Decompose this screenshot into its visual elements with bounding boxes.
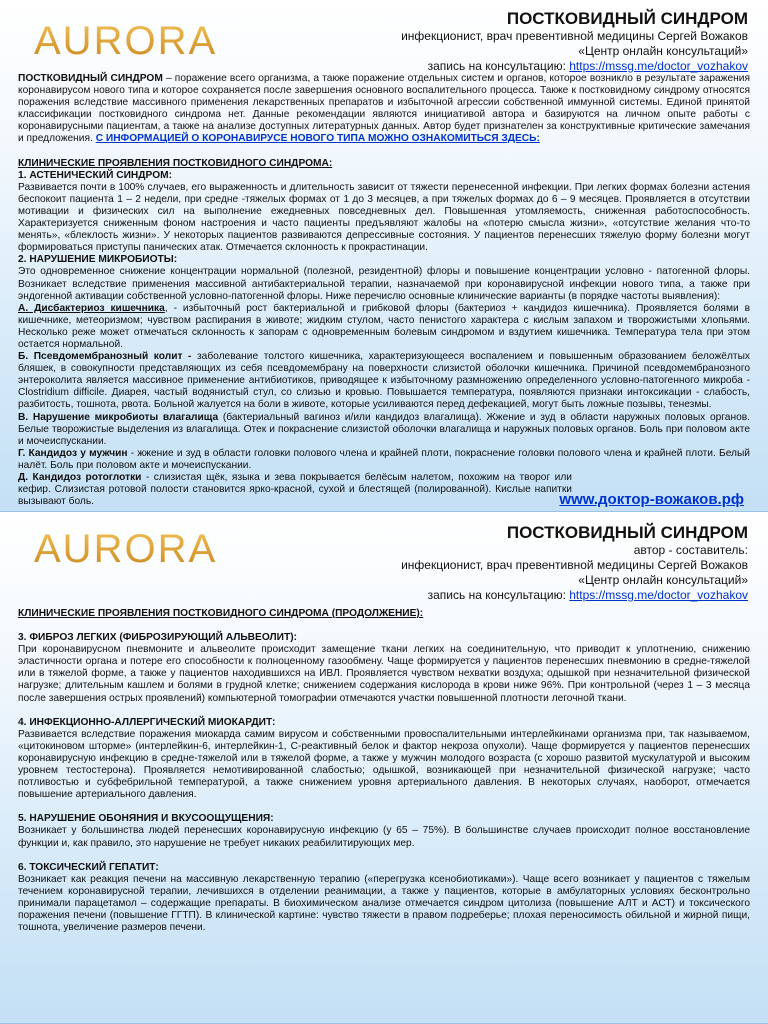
section-title: КЛИНИЧЕСКИЕ ПРОЯВЛЕНИЯ ПОСТКОВИДНОГО СИНДРОМА: [18,157,333,169]
author-line: инфекционист, врач превентивной медицины Сергей Вожаков [401,558,748,572]
item-d-text: - слизистая щёк, языка и зева покрывается белёсым налетом, похожим на творог или кефир. Слизистая ротовой полости становится ярко-красной, сухой и блестящей (полированной). Кислые напитки вызывают боль. [18,472,572,508]
content [18,73,750,508]
s2-title: 2. НАРУШЕНИЕ МИКРОБИОТЫ: [18,254,178,266]
intro-term: ПОСТКОВИДНЫЙ СИНДРОМ [18,73,163,84]
center-line: «Центр онлайн консультаций» [578,44,748,58]
item-v [18,412,750,448]
role-line: автор - составитель: [633,543,748,557]
s2-text: Это одновременное снижение концентрации нормальной (полезной, резидентной) флоры и повышение концентрации условно - патогенной флоры. Возникает вследствие применения массивной антибактериальной терапии, назначаемой при коронавирусной инфекции нового типа, а также при эндогенной активации собственной условно-патогенной флоры. Ниже перечислю основные клинические варианты (в порядке частоты выявления): [18,266,750,302]
info-link[interactable]: С ИНФОРМАЦИЕЙ О КОРОНАВИРУСЕ НОВОГО ТИПА МОЖНО ОЗНАКОМИТЬСЯ ЗДЕСЬ: [95,133,540,145]
s3-text: При коронавирусном пневмоните и альвеолите происходит замещение ткани легких на соединительную, что приводит к уплотнению, снижению эластичности органа и потере его способности к полноценному газообмену. Чаще формируется у пациентов перенесших пневмонию в средне-тяжелой или в тяжелой форме, а также у пациентов находившихся на ИВЛ. Проявляется чувством нехватки воздуха; одышкой при незначительной физической нагрузке; длительным кашлем и болями в грудной клетке; снижением содержания кислорода в крови ниже 96%. При контрольной (через 1 – 3 месяца после завершения острых проявлений) компьютерной томографии отмечаются участки повышенной плотности легочной ткани. [18,644,750,704]
item-v-text: (бактериальный вагиноз и/или кандидоз влагалища). Жжение и зуд в области наружных половых органов. Белые творожистые выделения из влагалища. Отек и покраснение слизистой оболочки влагалища и наружных половых органов. Боль при половом акте и мочеиспускании. [18,411,750,447]
page-title: ПОСТКОВИДНЫЙ СИНДРОМ [506,9,748,28]
section-title: КЛИНИЧЕСКИЕ ПРОЯВЛЕНИЯ ПОСТКОВИДНОГО СИНДРОМА (ПРОДОЛЖЕНИЕ): [18,608,424,619]
page-title: ПОСТКОВИДНЫЙ СИНДРОМ [506,523,748,542]
aurora-logo [34,18,284,60]
record-label: запись на консультацию: [427,588,566,602]
item-b-title: Б. Псевдомембранозный колит - [18,351,192,363]
header [401,8,748,74]
intro-text: – поражение всего организма, а также поражение отдельных систем и органов, которое возникло в результате заражения коронавирусом нового типа и которое сохраняется после завершения основного воспалительного процесса. Также к постковидному синдрому относятся поражения вследствие массивного применения лекарственных препаратов и избыточной агрессии собственной иммунной системы. Единой принятой классификации постковидного синдрома нет. Данные рекомендации являются инициативой автора и базируются на личном опыте работы с коронавирусными пациентам, а также на анализе доступных литературных данных. Автор будет признателен за конструктивные критические замечания и предложения. [18,73,750,145]
item-g-text: - жжение и зуд в области головки полового члена и крайней плоти, покраснение головки полового члена и крайней плоти. Белый налёт. Боль при половом акте и мочеиспускании. [18,447,750,471]
record-link[interactable]: https://mssg.me/doctor_vozhakov [569,588,748,602]
center-line: «Центр онлайн консультаций» [578,573,748,587]
item-b-text: заболевание толстого кишечника, характеризующееся воспалением и повышенным образованием беложёлтых бляшек, в совокупности представляющих из себя псевдомембрану на поверхности слизистой оболочки кишечника. Причиной псевдомембранозного энтероколита является массивное применение антибиотиков, приводящее к избыточному размножению определенного условно-патогенного микроба - Clostridium difficile. Диарея, частый водянистый стул, со слизью и кровью. Повышается температура, появляются признаки интоксикации - слабость, разбитость, тошнота, рвота. Больной жалуется на боли в животе, которые усиливаются перед дефекацией, могут быть ложные позывы, тенезмы. [18,351,750,411]
s5-title: 5. НАРУШЕНИЕ ОБОНЯНИЯ И ВКУСООЩУЩЕНИЯ: [18,813,274,825]
record-label: запись на консультацию: [427,59,566,73]
item-b [18,351,750,411]
s6-title: 6. ТОКСИЧЕСКИЙ ГЕПАТИТ: [18,861,159,873]
record-link[interactable]: https://mssg.me/doctor_vozhakov [569,59,748,73]
record-line [401,588,748,603]
header [401,522,748,603]
item-g [18,448,750,472]
website-link[interactable]: www.доктор-вожаков.рф [559,491,744,508]
item-a-text: , - избыточный рост бактериальной и грибковой флоры (бактериоз + кандидоз кишечника). Проявляется болями в кишечнике, метеоризмом; чувством распирания в животе; жидким стулом, часто пенистого характера с кислым запахом и творожистыми хлопьями. Несколько реже может отмечаться склонность к запорам с одновременным болевым синдромом и вздутием кишечника. Температура тела при этом остается нормальной. [18,302,750,350]
s4-text: Развивается вследствие поражения миокарда самим вирусом и собственными провоспалительными интерлейкинами организма при, так называемом, «цитокиновом шторме» (интерлейкин-6, интерлейкин-1, С-реактивный белок и фактор некроза опухоли). Чаще формируется у пациентов перенесших коронавирусную инфекцию в средне-тяжелой или в тяжелой форме, а также у мужчин молодого возраста (с хорошо развитой мускулатурой и высоким уровнем тестостерона). Проявляется немотивированной слабостью; одышкой, возникающей при незначительной физической нагрузке; часто потливостью и субфебрильной температурой, а также снижением уровня артериального давления. В некоторых случаях, наоборот, отмечается повышение артериального давления. [18,728,750,801]
page-2 [0,512,768,1024]
s4-title: 4. ИНФЕКЦИОННО-АЛЛЕРГИЧЕСКИЙ МИОКАРДИТ: [18,716,276,728]
intro-paragraph [18,73,750,146]
s1-title: 1. АСТЕНИЧЕСКИЙ СИНДРОМ: [18,169,172,181]
s6-text: Возникает как реакция печени на массивную лекарственную терапию («перегрузка ксенобиотиками»). Чаще всего возникает у пациентов с тяжелым течением коронавирусной терапии, лечившихся в отделении реанимации, а также у пациентов, которые в амбулаторных условиях бесконтрольно принимали парацетамол – содержащие препараты. В биохимическом анализе отмечается синдром цитолиза (повышение АЛТ и АСТ) и токсического поражения печени (повышение ГГТП). В клинической картине: чувство тяжести в правом подреберье; плохая переносимость обильной и жирной пищи, тошнота, увеличение размеров печени. [18,873,750,934]
s1-text: Развивается почти в 100% случаев, его выраженность и длительность зависит от тяжести перенесенной инфекции. При легких формах болезни астения беспокоит пациента 1 – 2 недели, при средне -тяжелых формах от 1 до 3 месяцев, а при тяжелых формах до 6 – 9 месяцев. Проявляется в отсутствии мотивации и физических сил на выполнение ежедневных повседневных дел. Повышенная утомляемость, сниженная работоспособность. Характеризуется сниженным фоном настроения и часто пациенты предъявляют жалобы на «потерю смысла жизни», «отсутствие желания что-то менять», «блеклость жизни». У некоторых пациентов развиваются депрессивные состояния. У пациентов перенесших тяжелую форму болезни могут формироваться приступы панических атак. Отмечается склонность к прокрастинации. [18,181,750,254]
content [18,608,750,934]
aurora-logo-text: AURORA [34,19,218,60]
item-a-title: А. Дисбактериоз кишечника [18,302,165,314]
item-a [18,303,750,351]
item-v-title: В. Нарушение микробиоты влагалища [18,411,219,423]
item-d-title: Д. Кандидоз ротоглотки [18,472,142,483]
item-g-title: Г. Кандидоз у мужчин [18,447,128,459]
author-line: инфекционист, врач превентивной медицины Сергей Вожаков [401,29,748,43]
s5-text: Возникает у большинства людей перенесших коронавирусную инфекцию (у 65 – 75%). В большинстве случаев происходит полное восстановление функции и, как правило, это нарушение не требует никаких реабилитирующих мер. [18,825,750,849]
aurora-logo-text: AURORA [34,527,218,568]
record-line [401,59,748,74]
aurora-logo [34,526,284,568]
s3-title: 3. ФИБРОЗ ЛЕГКИХ (ФИБРОЗИРУЮЩИЙ АЛЬВЕОЛИТ): [18,632,297,644]
